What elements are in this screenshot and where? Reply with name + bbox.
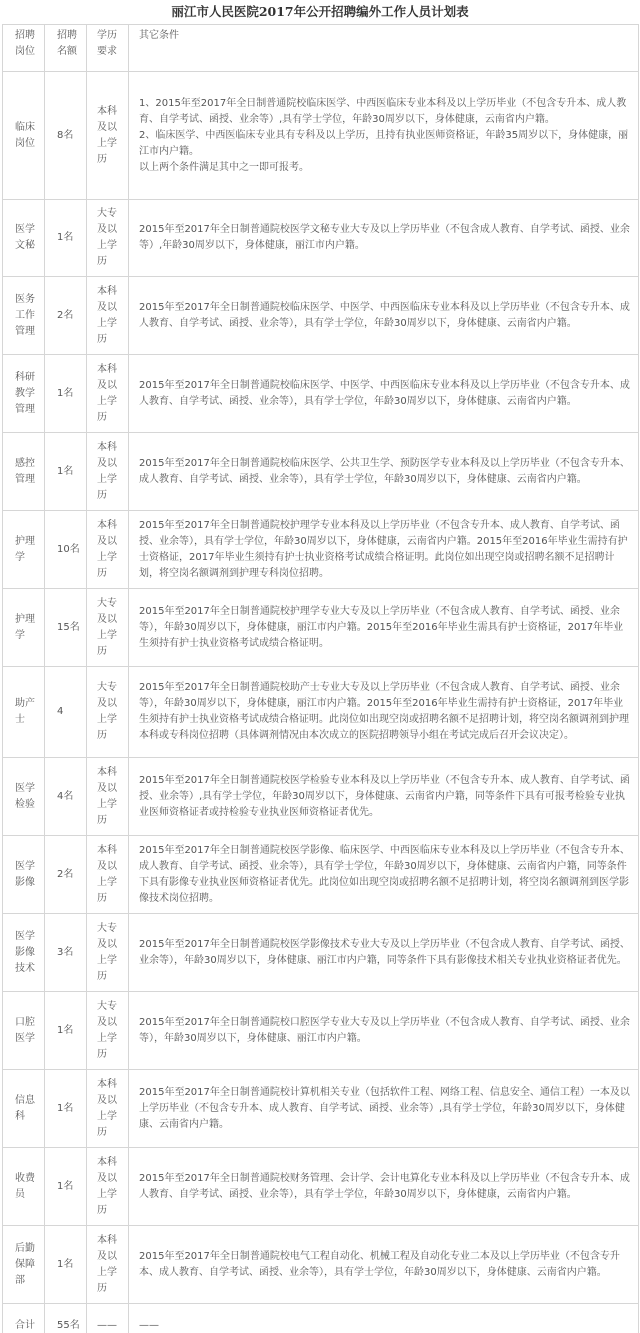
condition-paragraph: 2015年至2017年全日制普通院校口腔医学专业大专及以上学历毕业（不包含成人教育、自学考试、函授、业余等），年龄30周岁以下，身体健康、丽江市内户籍。 xyxy=(139,1016,630,1044)
count-cell: 2名 xyxy=(45,277,87,355)
position-cell: 医学文秘 xyxy=(3,200,45,277)
table-row xyxy=(3,992,639,1070)
count-cell: 1名 xyxy=(45,355,87,433)
header-count: 招聘名额 xyxy=(45,25,87,72)
position-cell: 护理学 xyxy=(3,589,45,667)
count-cell: 15名 xyxy=(45,589,87,667)
condition-paragraph: 2、临床医学、中西医临床专业具有专科及以上学历，且持有执业医师资格证，年龄35周岁以下，身体健康，丽江市内户籍。 xyxy=(139,129,629,157)
header-conditions: 其它条件 xyxy=(129,25,639,72)
condition-paragraph: 2015年至2017年全日制普通院校电气工程自动化、机械工程及自动化专业二本及以上学历毕业（不包含专升本、成人教育、自学考试、函授、业余等），具有学士学位，年龄30周岁以下，身体健康、云南省内户籍。 xyxy=(139,1250,620,1278)
condition-paragraph: 2015年至2017年全日制普通院校护理学专业本科及以上学历毕业（不包含专升本、成人教育、自学考试、函授、业余等），具有学士学位，年龄30周岁以下，身体健康，云南省内户籍。2015年至2016年毕业生需持有护士资格证，2017年毕业生须持有护士执业资格考试成绩合格证明。此岗位如出现空岗或招聘名额不足招聘计划，将空岗名额调剂到护理专科岗位招聘。 xyxy=(139,519,628,579)
condition-paragraph: 2015年至2017年全日制普通院校财务管理、会计学、会计电算化专业本科及以上学历毕业（不包含专升本、成人教育、自学考试、函授、业余等），具有学士学位，年龄30周岁以下，身体健康，云南省内户籍。 xyxy=(139,1172,630,1200)
condition-paragraph: 2015年至2017年全日制普通院校护理学专业大专及以上学历毕业（不包含成人教育、自学考试、函授、业余等），年龄30周岁以下，身体健康，丽江市内户籍。2015年至2016年毕业生需具有护士资格证，2017年毕业生须持有护士执业资格考试成绩合格证明。 xyxy=(139,605,624,649)
conditions-cell xyxy=(129,836,639,914)
position-cell: 收费员 xyxy=(3,1148,45,1226)
condition-paragraph: 2015年至2017年全日制普通院校医学影像、临床医学、中西医临床专业本科及以上学历毕业（不包含专升本、成人教育、自学考试、函授、业余等），具有学士学位，年龄30周岁以下，身体健康、云南省内户籍，同等条件下具有影像专业执业医师资格证者优先。此岗位如出现空岗或招聘名额不足招聘计划，将空岗名额调剂到医学影像技术岗位招聘。 xyxy=(139,844,630,904)
table-body xyxy=(3,25,639,1333)
condition-paragraph: 2015年至2017年全日制普通院校医学检验专业本科及以上学历毕业（不包含专升本、成人教育、自学考试、函授、业余等）,具有学士学位，年龄30周岁以下，身体健康、云南省内户籍，同等条件下具有可报考检验专业执业医师资格证者或持检验专业执业医师资格证者优先。 xyxy=(139,774,630,818)
conditions-cell xyxy=(129,200,639,277)
conditions-cell xyxy=(129,1148,639,1226)
table-row xyxy=(3,277,639,355)
total-row xyxy=(3,1304,639,1333)
count-cell: 1名 xyxy=(45,200,87,277)
conditions-cell xyxy=(129,1070,639,1148)
position-cell: 医学检验 xyxy=(3,758,45,836)
total-education: —— xyxy=(87,1304,129,1333)
count-cell: 10名 xyxy=(45,511,87,589)
table-row xyxy=(3,355,639,433)
condition-paragraph: 1、2015年至2017年全日制普通院校临床医学、中西医临床专业本科及以上学历毕业（不包含专升本、成人教育、自学考试、函授、业余等）,具有学士学位，年龄30周岁以下，身体健康，云南省内户籍。 xyxy=(139,97,627,125)
count-cell: 1名 xyxy=(45,433,87,511)
conditions-cell xyxy=(129,72,639,200)
count-cell: 4名 xyxy=(45,758,87,836)
count-cell: 8名 xyxy=(45,72,87,200)
header-position: 招聘岗位 xyxy=(3,25,45,72)
education-cell: 本科及以上学历 xyxy=(87,72,129,200)
header-education: 学历要求 xyxy=(87,25,129,72)
position-cell: 医学影像技术 xyxy=(3,914,45,992)
count-cell: 1名 xyxy=(45,1226,87,1304)
education-cell: 大专及以上学历 xyxy=(87,914,129,992)
table-header-row xyxy=(3,25,639,72)
conditions-cell xyxy=(129,667,639,758)
education-cell: 本科及以上学历 xyxy=(87,433,129,511)
page-title: 丽江市人民医院2017年公开招聘编外工作人员计划表 xyxy=(171,4,469,19)
conditions-cell xyxy=(129,511,639,589)
count-cell: 3名 xyxy=(45,914,87,992)
total-label: 合计 xyxy=(3,1304,45,1333)
education-cell: 本科及以上学历 xyxy=(87,836,129,914)
education-cell: 本科及以上学历 xyxy=(87,1148,129,1226)
table-row xyxy=(3,758,639,836)
condition-paragraph: 2015年至2017年全日制普通院校医学影像技术专业大专及以上学历毕业（不包含成人教育、自学考试、函授、业余等），年龄30周岁以下，身体健康、丽江市内户籍，同等条件下具有影像技术相关专业执业资格证者优先。 xyxy=(139,938,630,966)
education-cell: 大专及以上学历 xyxy=(87,667,129,758)
table-row xyxy=(3,72,639,200)
position-cell: 科研教学管理 xyxy=(3,355,45,433)
education-cell: 本科及以上学历 xyxy=(87,277,129,355)
count-cell: 2名 xyxy=(45,836,87,914)
table-row xyxy=(3,511,639,589)
count-cell: 1名 xyxy=(45,1148,87,1226)
count-cell: 4 xyxy=(45,667,87,758)
table-row xyxy=(3,1148,639,1226)
conditions-cell xyxy=(129,992,639,1070)
conditions-cell xyxy=(129,355,639,433)
conditions-cell xyxy=(129,1226,639,1304)
education-cell: 大专及以上学历 xyxy=(87,200,129,277)
conditions-cell xyxy=(129,758,639,836)
position-cell: 口腔医学 xyxy=(3,992,45,1070)
education-cell: 本科及以上学历 xyxy=(87,758,129,836)
table-row xyxy=(3,589,639,667)
total-count: 55名 xyxy=(45,1304,87,1333)
conditions-cell xyxy=(129,914,639,992)
education-cell: 大专及以上学历 xyxy=(87,589,129,667)
table-row xyxy=(3,1226,639,1304)
count-cell: 1名 xyxy=(45,1070,87,1148)
education-cell: 本科及以上学历 xyxy=(87,1070,129,1148)
table-row xyxy=(3,667,639,758)
condition-paragraph: 2015年至2017年全日制普通院校临床医学、公共卫生学、预防医学专业本科及以上学历毕业（不包含专升本、成人教育、自学考试、函授、业余等），具有学士学位，年龄30周岁以下，身体健康、云南省内户籍。 xyxy=(139,457,630,485)
condition-paragraph: 2015年至2017年全日制普通院校计算机相关专业（包括软件工程、网络工程、信息安全、通信工程）一本及以上学历毕业（不包含专升本、成人教育、自学考试、函授、业余等）,具有学士学位，年龄30周岁以下，身体健康、云南省内户籍。 xyxy=(139,1086,630,1130)
education-cell: 本科及以上学历 xyxy=(87,1226,129,1304)
condition-paragraph: 2015年至2017年全日制普通院校助产士专业大专及以上学历毕业（不包含成人教育、自学考试、函授、业余等），年龄30周岁以下，身体健康，丽江市内户籍。2015年至2016年毕业生需持有护士资格证，2017年毕业生须持有护士执业资格考试成绩合格证明。此岗位如出现空岗或招聘名额不足招聘计划，将空岗名额调剂到护理本科或专科岗位招聘（具体调剂情况由本次成立的医院招聘领导小组在考试完成后召开会议决定）。 xyxy=(139,682,629,741)
position-cell: 临床岗位 xyxy=(3,72,45,200)
table-row xyxy=(3,914,639,992)
count-cell: 1名 xyxy=(45,992,87,1070)
condition-paragraph: 2015年至2017年全日制普通院校临床医学、中医学、中西医临床专业本科及以上学历毕业（不包含专升本、成人教育、自学考试、函授、业余等），具有学士学位，年龄30周岁以下，身体健康、云南省内户籍。 xyxy=(139,301,630,329)
conditions-cell xyxy=(129,589,639,667)
position-cell: 医学影像 xyxy=(3,836,45,914)
condition-paragraph: 2015年至2017年全日制普通院校医学文秘专业大专及以上学历毕业（不包含成人教育、自学考试、函授、业余等）,年龄30周岁以下，身体健康，丽江市内户籍。 xyxy=(139,224,630,251)
position-cell: 信息科 xyxy=(3,1070,45,1148)
position-cell: 护理学 xyxy=(3,511,45,589)
total-conditions: —— xyxy=(129,1304,639,1333)
position-cell: 医务工作管理 xyxy=(3,277,45,355)
education-cell: 本科及以上学历 xyxy=(87,511,129,589)
position-cell: 后勤保障部 xyxy=(3,1226,45,1304)
condition-paragraph: 2015年至2017年全日制普通院校临床医学、中医学、中西医临床专业本科及以上学历毕业（不包含专升本、成人教育、自学考试、函授、业余等），具有学士学位，年龄30周岁以下，身体健康、云南省内户籍。 xyxy=(139,379,630,407)
position-cell: 助产士 xyxy=(3,667,45,758)
table-row xyxy=(3,1070,639,1148)
condition-paragraph: 以上两个条件满足其中之一即可报考。 xyxy=(139,161,309,173)
education-cell: 大专及以上学历 xyxy=(87,992,129,1070)
table-row xyxy=(3,200,639,277)
education-cell: 本科及以上学历 xyxy=(87,355,129,433)
recruitment-table xyxy=(2,24,639,1333)
table-row xyxy=(3,433,639,511)
conditions-cell xyxy=(129,277,639,355)
table-row xyxy=(3,836,639,914)
position-cell: 感控管理 xyxy=(3,433,45,511)
conditions-cell xyxy=(129,433,639,511)
